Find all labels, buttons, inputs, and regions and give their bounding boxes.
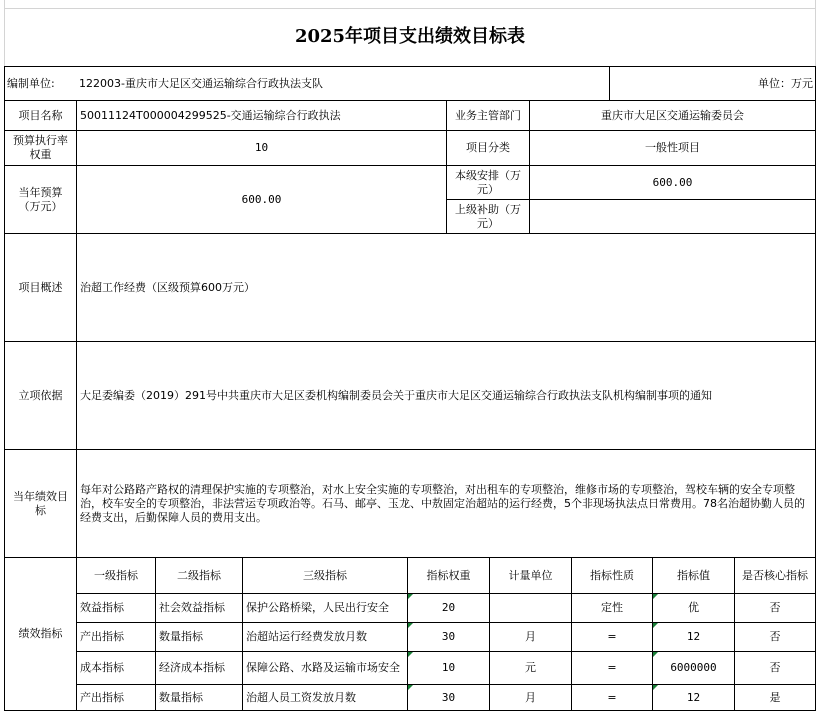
table-row-3-level2: 经济成本指标 bbox=[159, 661, 225, 674]
table-row-1-unit bbox=[490, 594, 571, 622]
table-row-2-weight: 30 bbox=[441, 630, 456, 643]
table-row-3-weight: 10 bbox=[441, 661, 456, 674]
table-row-1-level1: 效益指标 bbox=[80, 601, 124, 614]
table-row-4-level3: 治超人员工资发放月数 bbox=[246, 690, 356, 704]
header-nature: 指标性质 bbox=[590, 568, 634, 582]
currency-unit: 单位：万元 bbox=[758, 76, 813, 90]
unit-label: 编制单位: bbox=[7, 76, 55, 90]
cell-marker-icon bbox=[653, 685, 658, 690]
table-row-1-level2: 社会效益指标 bbox=[159, 601, 225, 614]
cell-marker-icon bbox=[408, 623, 413, 628]
dept-value: 重庆市大足区交通运输委员会 bbox=[601, 108, 744, 122]
weight-label: 预算执行率权重 bbox=[13, 134, 68, 161]
goal-label: 当年绩效目标 bbox=[13, 489, 68, 517]
category-label: 项目分类 bbox=[466, 141, 510, 154]
table-row-2-level1: 产出指标 bbox=[80, 630, 124, 643]
table-row-2-core: 否 bbox=[769, 630, 781, 643]
goal-value: 每年对公路路产路权的清理保护实施的专项整治，对水上安全实施的专项整治，对出租车的专项整治，维修市场的专项整治，驾校车辆的安全专项整治，校车安全的专项整治，非法营运专项政治等。石马、邮亭、玉龙、中敖固定治超站的运行经费，5个非现场执法点日常费用。78名治超协勤人员的经费支出，后勤保障人员的费用支出。 bbox=[80, 482, 805, 524]
table-row-1-value: 优 bbox=[688, 601, 699, 614]
cell-marker-icon bbox=[408, 594, 413, 599]
cell-marker-icon bbox=[408, 685, 413, 690]
table-row-4-nature: = bbox=[607, 690, 617, 704]
local-budget-label: 本级安排（万元） bbox=[455, 168, 521, 196]
table-row-1-level3: 保护公路桥梁，人民出行安全 bbox=[246, 601, 389, 614]
table-row-3-level3: 保障公路、水路及运输市场安全 bbox=[246, 661, 400, 674]
table-row-3-nature: = bbox=[607, 661, 617, 674]
table-row-3-value: 6000000 bbox=[670, 661, 717, 674]
table-row-4-unit: 月 bbox=[525, 690, 536, 704]
table-row-1-core: 否 bbox=[769, 601, 781, 614]
budget-value: 600.00 bbox=[241, 192, 282, 206]
table-row-4-level1: 产出指标 bbox=[80, 690, 124, 704]
cell-marker-icon bbox=[653, 594, 658, 599]
table-row-3-level1: 成本指标 bbox=[80, 661, 124, 674]
table-row-1-weight: 20 bbox=[441, 601, 456, 614]
table-row-1-nature: 定性 bbox=[601, 601, 623, 614]
table-row-2-unit: 月 bbox=[525, 630, 536, 643]
budget-label: 当年预算（万元） bbox=[18, 185, 63, 213]
local-budget-value: 600.00 bbox=[652, 175, 693, 189]
cell-marker-icon bbox=[653, 652, 658, 657]
table-row-4-weight: 30 bbox=[441, 690, 456, 704]
category-value: 一般性项目 bbox=[645, 141, 700, 154]
header-weight: 指标权重 bbox=[426, 568, 471, 582]
header-level1: 一级指标 bbox=[94, 568, 138, 582]
upper-subsidy-label: 上级补助（万元） bbox=[455, 202, 521, 230]
table-row-2-level3: 治超站运行经费发放月数 bbox=[246, 630, 367, 643]
table-row-4-value: 12 bbox=[686, 690, 701, 704]
table-row-4-level2: 数量指标 bbox=[159, 690, 203, 704]
dept-label: 业务主管部门 bbox=[455, 108, 521, 122]
overview-value: 治超工作经费（区级预算600万元） bbox=[80, 280, 255, 294]
header-level2: 二级指标 bbox=[177, 568, 221, 582]
project-name-value: 50011124T000004299525-交通运输综合行政执法 bbox=[80, 108, 341, 122]
header-value: 指标值 bbox=[677, 568, 710, 582]
table-row-3-core: 否 bbox=[769, 661, 781, 674]
cell-marker-icon bbox=[653, 623, 658, 628]
basis-value: 大足委编委（2019）291号中共重庆市大足区委机构编制委员会关于重庆市大足区交通运输综合行政执法支队机构编制事项的通知 bbox=[80, 388, 712, 402]
header-unit: 计量单位 bbox=[508, 568, 553, 582]
page-title: 2025年项目支出绩效目标表 bbox=[294, 26, 526, 47]
table-row-2-nature: = bbox=[607, 630, 617, 643]
basis-label: 立项依据 bbox=[18, 388, 63, 402]
table-row-4-core: 是 bbox=[769, 690, 781, 704]
table-row-2-level2: 数量指标 bbox=[159, 630, 203, 643]
cell-marker-icon bbox=[408, 652, 413, 657]
indicators-label: 绩效指标 bbox=[18, 627, 63, 640]
unit-value: 122003-重庆市大足区交通运输综合行政执法支队 bbox=[79, 76, 323, 90]
weight-value: 10 bbox=[254, 141, 269, 154]
header-level3: 三级指标 bbox=[303, 568, 347, 582]
header-core: 是否核心指标 bbox=[742, 568, 808, 582]
project-name-label: 项目名称 bbox=[18, 108, 63, 122]
table-row-3-unit: 元 bbox=[525, 661, 536, 674]
overview-label: 项目概述 bbox=[18, 280, 63, 294]
table-row-2-value: 12 bbox=[686, 630, 701, 643]
upper-subsidy-value bbox=[530, 200, 815, 233]
